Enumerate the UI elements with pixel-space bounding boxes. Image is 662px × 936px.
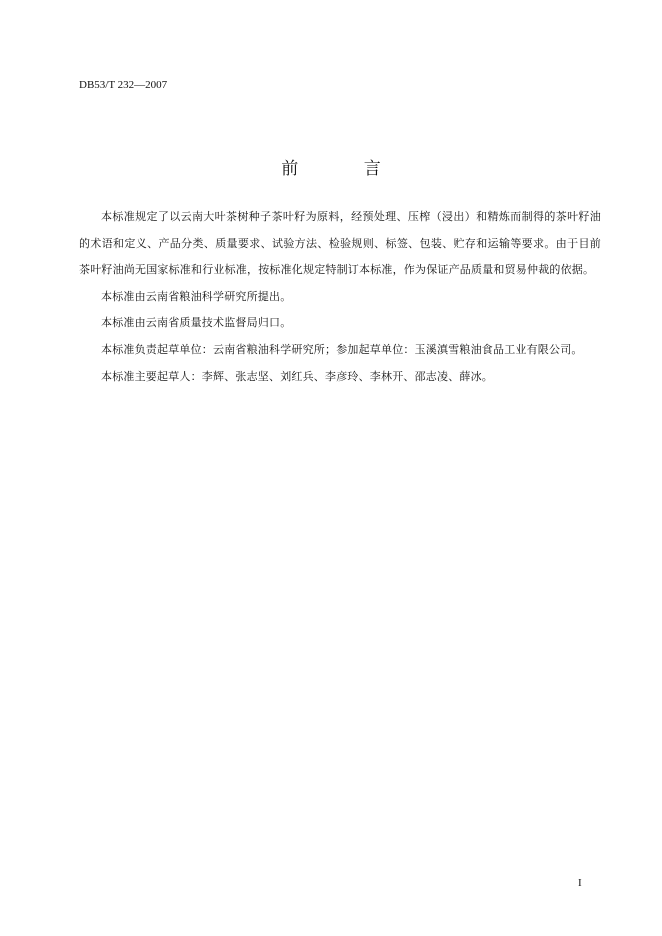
- paragraph-drafting-units: 本标准负责起草单位：云南省粮油科学研究所；参加起草单位：玉溪滇雪粮油食品工业有限公司。: [101, 342, 583, 356]
- document-code: DB53/T 232—2007: [79, 79, 168, 91]
- paragraph-drafters: 本标准主要起草人：李辉、张志坚、刘红兵、李彦玲、李林开、邵志凌、薛冰。: [101, 369, 493, 383]
- paragraph-scope: 本标准规定了以云南大叶茶树种子茶叶籽为原料，经预处理、压榨（浸出）和精炼而制得的茶叶籽油的术语和定义、产品分类、质量要求、试验方法、检验规则、标签、包装、贮存和运输等要求。由于目前茶叶籽油尚无国家标准和行业标准，按标准化规定特制订本标准，作为保证产品质量和贸易仲裁的依据。: [79, 210, 601, 277]
- paragraph-proposer: 本标准由云南省粮油科学研究所提出。: [101, 289, 292, 303]
- page-title: 前 言: [281, 159, 411, 180]
- page-number: I: [578, 877, 582, 889]
- foreword-body: [79, 204, 601, 390]
- paragraph-administrator: 本标准由云南省质量技术监督局归口。: [101, 316, 292, 330]
